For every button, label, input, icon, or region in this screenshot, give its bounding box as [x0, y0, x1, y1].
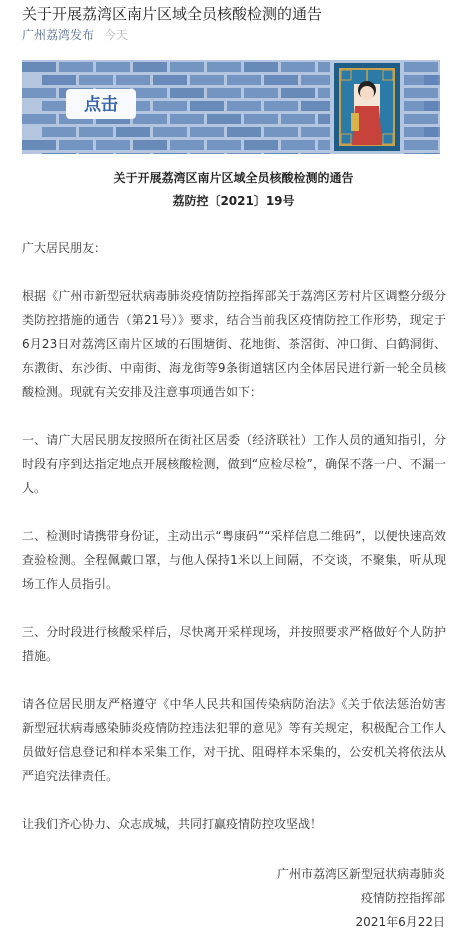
- door-figure-icon: [351, 81, 382, 145]
- brick: [301, 75, 330, 85]
- brick: [79, 153, 113, 154]
- brick: [22, 140, 56, 150]
- brick: [227, 101, 261, 111]
- brick: [301, 101, 330, 111]
- brick: [244, 114, 278, 124]
- brick: [116, 75, 150, 85]
- brick: [264, 127, 298, 137]
- account-link[interactable]: 广州荔湾发布: [22, 28, 95, 42]
- brick: [424, 101, 440, 111]
- brick: [404, 62, 438, 72]
- brick: [281, 140, 315, 150]
- brick: [96, 62, 130, 72]
- signature-date: 2021年6月22日: [355, 915, 445, 929]
- banner-graphic: [22, 60, 440, 154]
- brick: [424, 153, 440, 154]
- door-figure-face: [360, 86, 374, 100]
- brick: [133, 114, 167, 124]
- door-figure-fan: [351, 113, 359, 131]
- brick: [301, 153, 330, 154]
- brick: [227, 75, 261, 85]
- brick: [59, 140, 93, 150]
- brick: [170, 62, 204, 72]
- notice-doc-number: 荔防控〔2021〕19号: [172, 194, 295, 208]
- brick: [207, 114, 241, 124]
- brick: [190, 127, 224, 137]
- brick: [281, 114, 315, 124]
- brick: [190, 153, 224, 154]
- brick: [318, 88, 330, 98]
- brick: [244, 62, 278, 72]
- brick: [42, 127, 76, 137]
- brick: [153, 75, 187, 85]
- brick: [42, 153, 76, 154]
- item-1-paragraph: 一、请广大居民朋友按照所在街社区居委（经济联社）工作人员的通知指引，分时段有序到达指定地点开展核酸检测，做到“应检尽检”，确保不落一户、不漏一人。: [22, 433, 446, 495]
- brick: [42, 75, 76, 85]
- item-3-paragraph: 三、分时段进行核酸采样后，尽快离开采样现场，并按照要求严格做好个人防护措施。: [22, 625, 446, 663]
- brick: [404, 114, 438, 124]
- brick: [318, 62, 330, 72]
- brick: [281, 62, 315, 72]
- brick: [190, 101, 224, 111]
- brick: [170, 140, 204, 150]
- article-title: 关于开展荔湾区南片区域全员核酸检测的通告: [22, 5, 323, 23]
- brick: [133, 140, 167, 150]
- closing-paragraph: 让我们齐心协力、众志成城，共同打赢疫情防控攻坚战！: [22, 817, 323, 831]
- brick: [404, 88, 438, 98]
- brick: [227, 127, 261, 137]
- intro-paragraph: 根据《广州市新型冠状病毒肺炎疫情防控指挥部关于荔湾区芳村片区调整分级分类防控措施的通告（第21号）》要求，结合当前我区疫情防控工作形势，现定于6月23日对荔湾区南片区域的石围塘街、花地街、茶滘街、冲口街、白鹤洞街、东漖街、东沙街、中南街、海龙街等9条街道辖区内全体居民进行新一轮全员核酸检测。现就有关安排及注意事项通告如下：: [22, 289, 446, 399]
- brick: [318, 114, 330, 124]
- brick: [190, 75, 224, 85]
- law-paragraph: 请各位居民朋友严格遵守《中华人民共和国传染病防治法》《关于依法惩治妨害新型冠状病毒感染肺炎疫情防控违法犯罪的意见》等有关规定，积极配合工作人员做好信息登记和样本采集工作，对干扰、阻碍样本采集的，公安机关将依法从严追究法律责任。: [22, 697, 446, 783]
- brick: [404, 140, 438, 150]
- brick: [281, 88, 315, 98]
- brick: [207, 88, 241, 98]
- brick: [79, 75, 113, 85]
- brick: [153, 153, 187, 154]
- brick: [264, 101, 298, 111]
- signature-org-line2: 疫情防控指挥部: [360, 891, 445, 905]
- brick: [264, 153, 298, 154]
- brick: [244, 88, 278, 98]
- brick: [244, 140, 278, 150]
- brick: [22, 88, 56, 98]
- brick: [227, 153, 261, 154]
- item-2-paragraph: 二、检测时请携带身份证，主动出示“粤康码”“采样信息二维码”，以便快速高效查验检测。全程佩戴口罩，与他人保持1米以上间隔，不交谈，不聚集，听从现场工作人员指引。: [22, 529, 446, 591]
- click-button[interactable]: [66, 89, 136, 119]
- article-meta: [22, 26, 128, 44]
- brick: [207, 62, 241, 72]
- brick: [424, 75, 440, 85]
- signature-org-line1: 广州市荔湾区新型冠状病毒肺炎: [276, 867, 445, 881]
- brick: [116, 153, 150, 154]
- click-button-label: 点击: [84, 95, 118, 115]
- brick: [153, 127, 187, 137]
- brick: [116, 127, 150, 137]
- notice-heading: 关于开展荔湾区南片区域全员核酸检测的通告: [113, 171, 354, 185]
- greeting: 广大居民朋友：: [22, 241, 107, 255]
- banner-image[interactable]: [22, 60, 440, 154]
- brick: [153, 101, 187, 111]
- brick: [264, 75, 298, 85]
- brick: [133, 88, 167, 98]
- brick: [79, 127, 113, 137]
- brick: [59, 62, 93, 72]
- brick: [301, 127, 330, 137]
- brick: [22, 114, 56, 124]
- brick: [424, 127, 440, 137]
- brick: [133, 62, 167, 72]
- brick: [170, 88, 204, 98]
- brick: [318, 140, 330, 150]
- brick: [170, 114, 204, 124]
- publish-time: 今天: [103, 28, 128, 42]
- brick: [207, 140, 241, 150]
- brick: [22, 62, 56, 72]
- brick: [96, 140, 130, 150]
